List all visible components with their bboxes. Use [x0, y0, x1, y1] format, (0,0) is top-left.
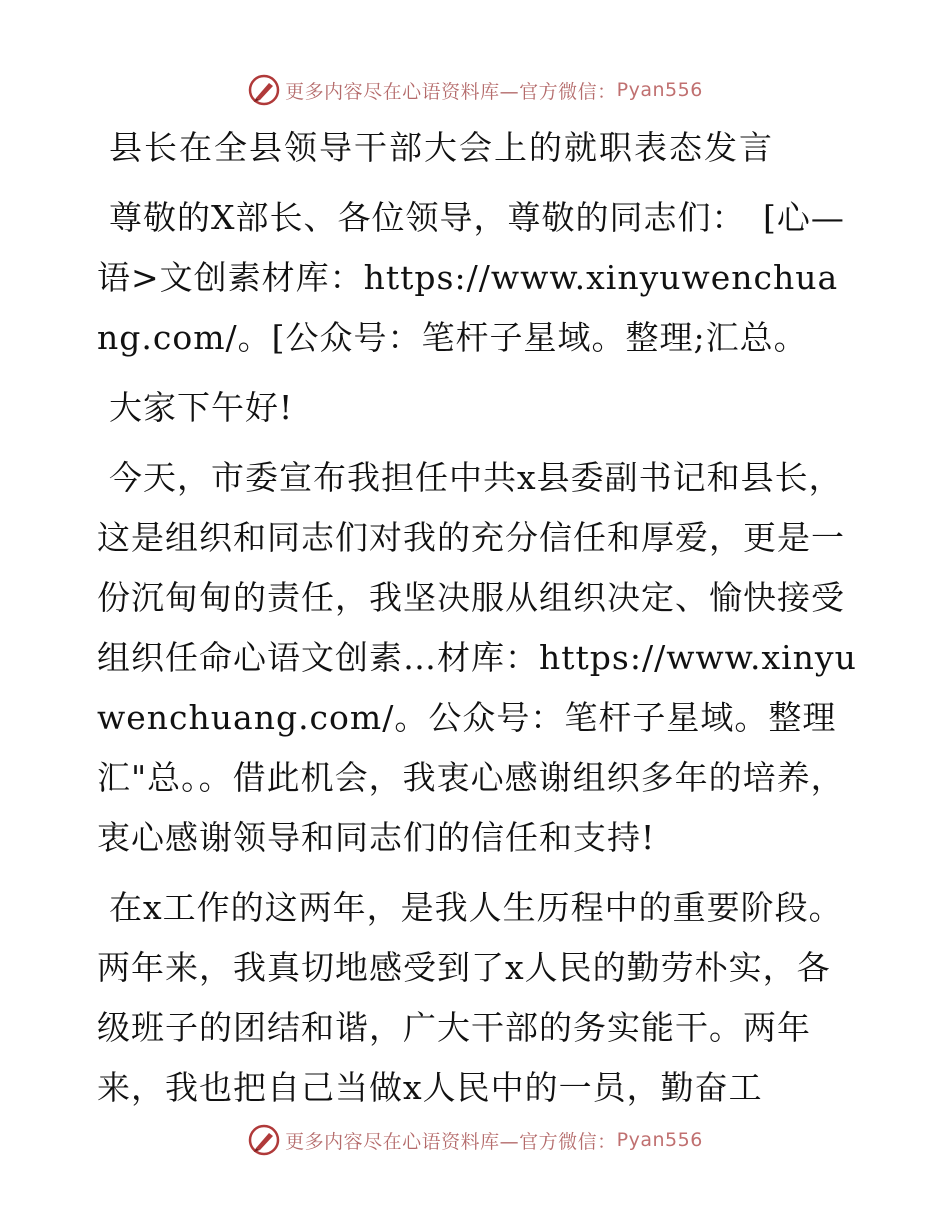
footer-watermark-banner: [0, 1120, 950, 1160]
document-body: [97, 118, 857, 1128]
header-watermark-banner: [0, 70, 950, 110]
pen-logo-icon: [247, 1123, 281, 1157]
paragraph-salutation: 尊敬的X部长、各位领导，尊敬的同志们： [心—语>文创素材库：https://www.xinyuwenchuang.com/。[公众号：笔杆子星域。整理;汇总。: [97, 198, 845, 357]
paragraph-appointment: 今天，市委宣布我担任中共x县委副书记和县长，这是组织和同志们对我的充分信任和厚爱，更是一份沉甸甸的责任，我坚决服从组织决定、愉快接受组织任命心语文创素…材库：https://www.xinyuwenchuang.com/。公众号：笔杆子星域。整理汇"总。。借此机会，我衷心感谢组织多年的培养，衷心感谢领导和同志们的信任和支持!: [97, 458, 857, 857]
banner-wechat-id: Pyan556: [616, 79, 703, 101]
paragraph-two-years: 在x工作的这两年，是我人生历程中的重要阶段。两年来，我真切地感受到了x人民的勤劳朴实，各级班子的团结和谐，广大干部的务实能干。两年来，我也把自己当做x人民中的一员，勤奋工: [97, 888, 843, 1107]
paragraph-greeting: 大家下午好!: [109, 388, 294, 427]
banner-text: 更多内容尽在心语资料库—官方微信：: [285, 80, 617, 103]
document-title: 县长在全县领导干部大会上的就职表态发言: [109, 128, 774, 167]
pen-logo-icon: [247, 73, 281, 107]
banner-text: 更多内容尽在心语资料库—官方微信：: [285, 1130, 617, 1153]
banner-wechat-id: Pyan556: [616, 1129, 703, 1151]
